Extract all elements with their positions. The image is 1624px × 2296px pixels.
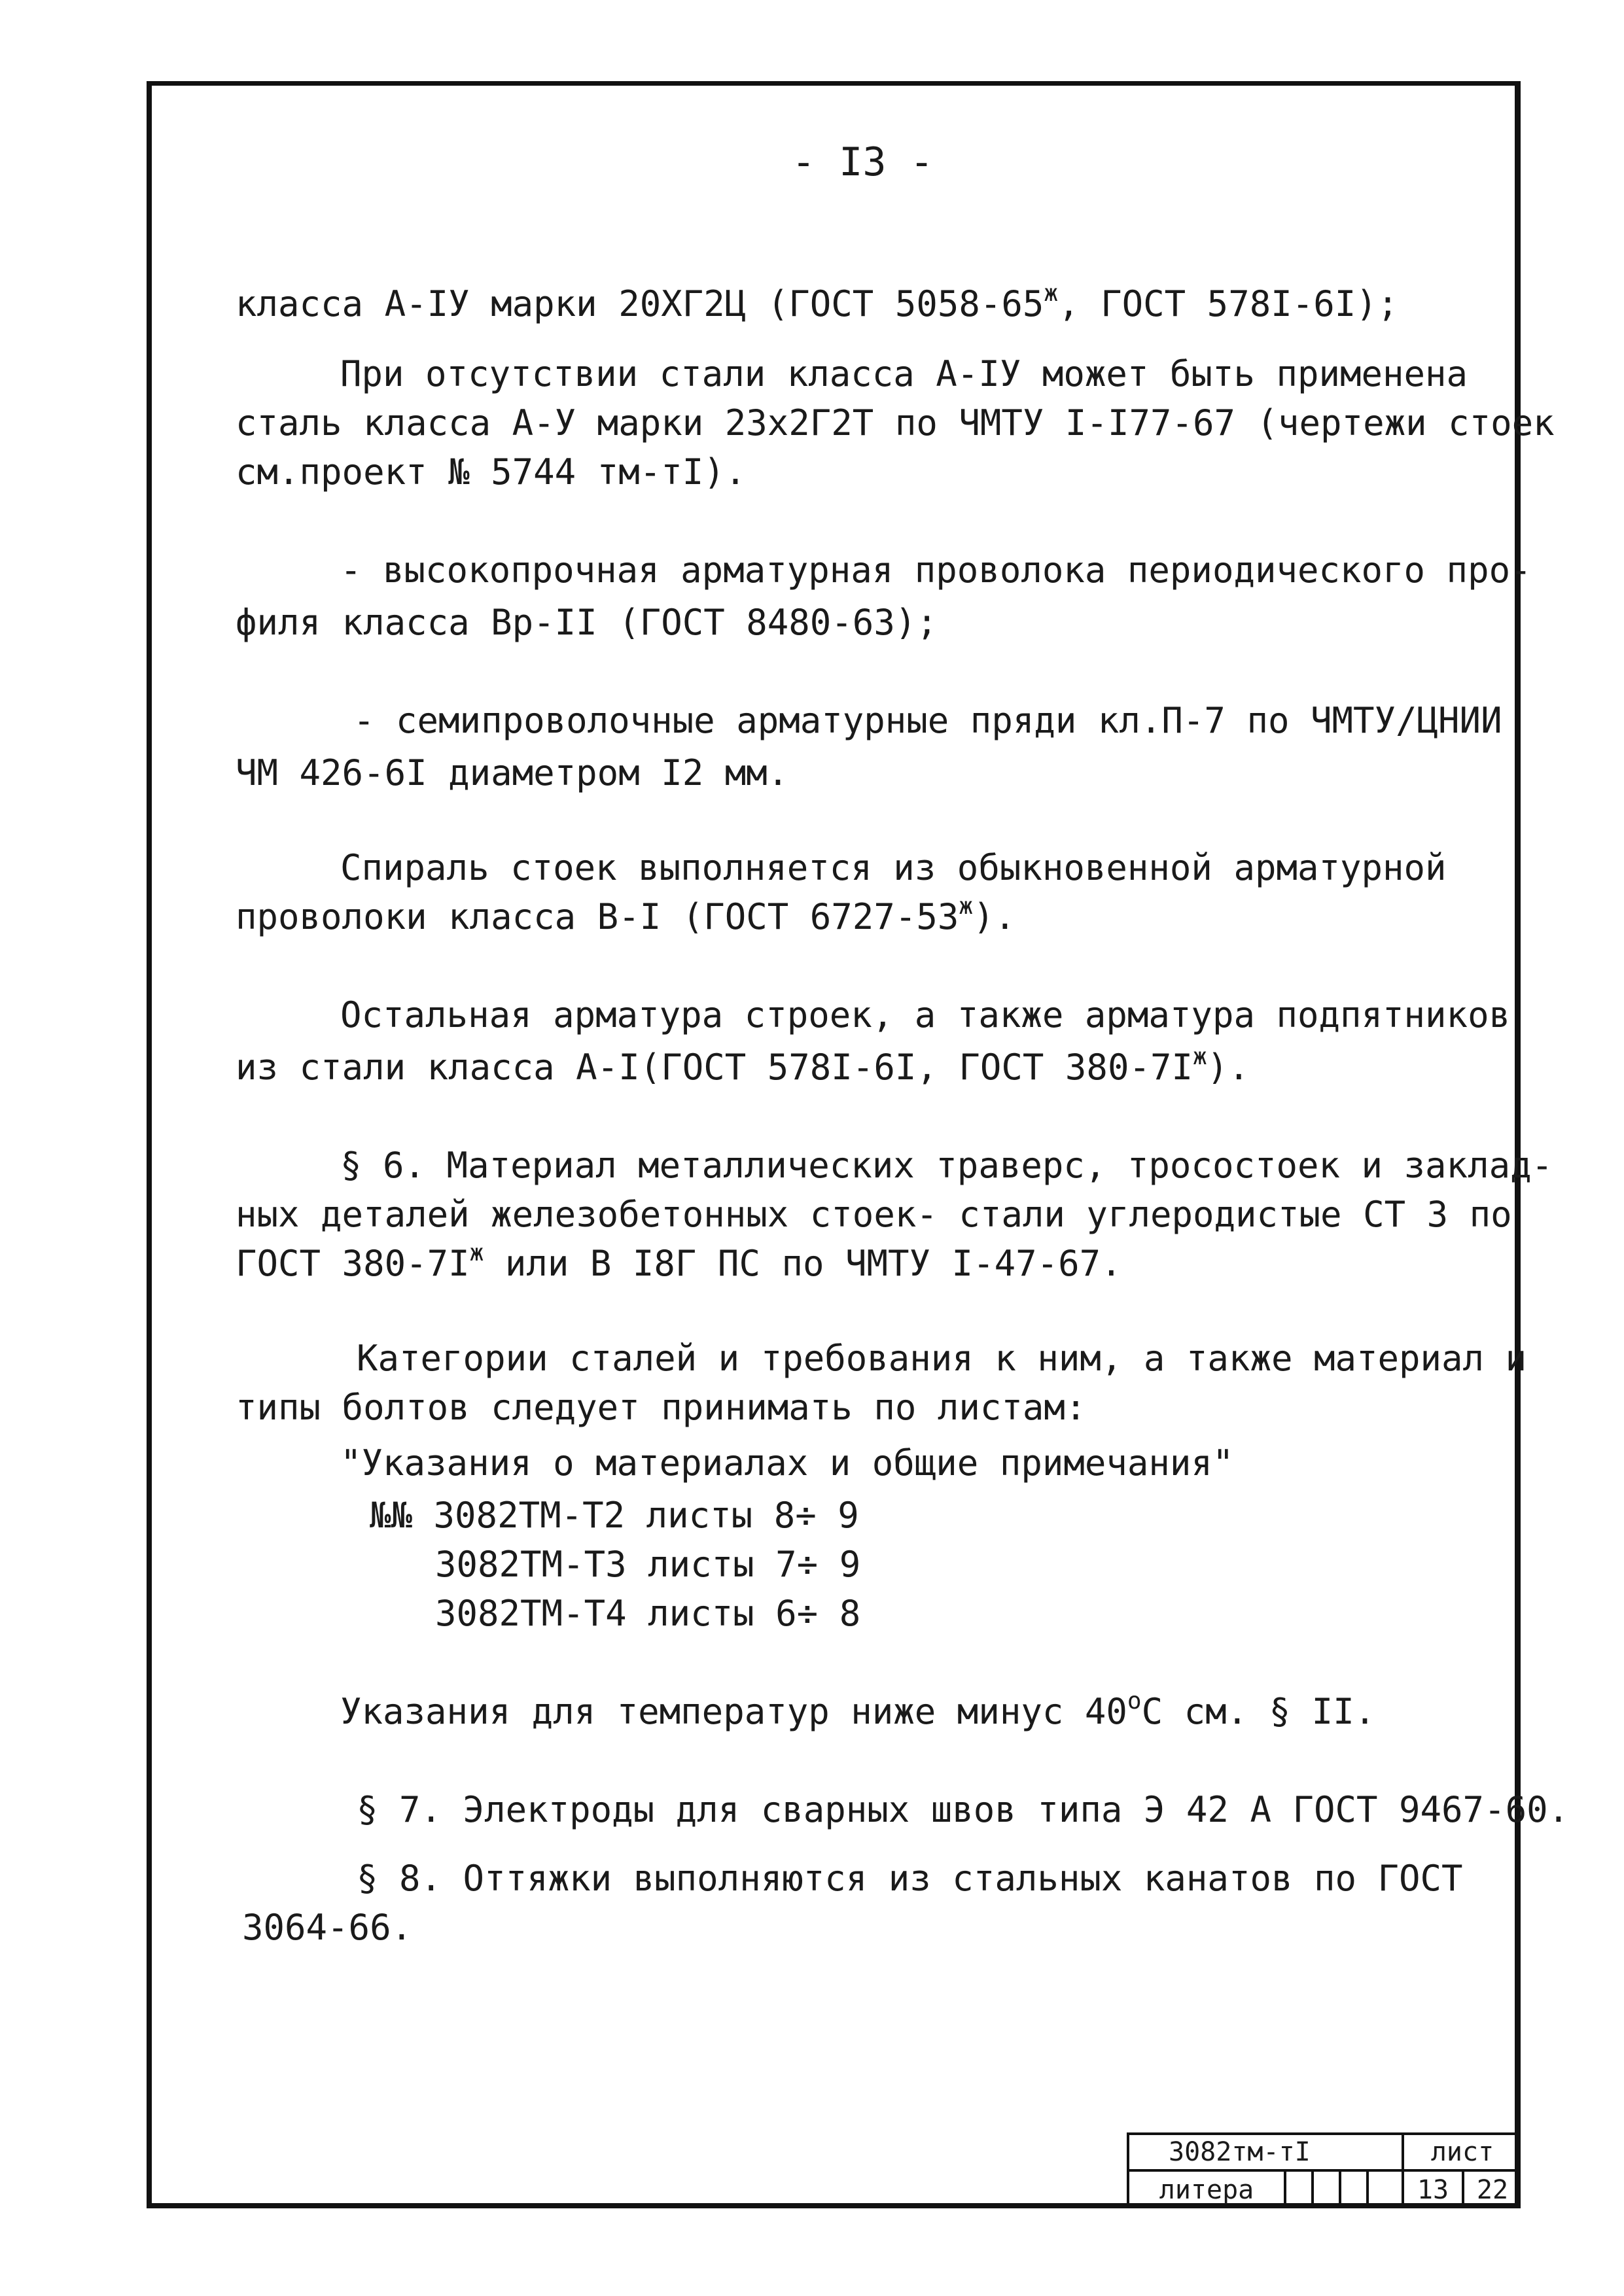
text-line: - семипроволочные арматурные пряди кл.П-7 по ЧМТУ/ЦНИИ <box>353 700 1502 741</box>
sheet-number: 13 <box>1404 2172 1464 2208</box>
litera-label: литера <box>1129 2172 1286 2208</box>
text-line: При отсутствии стали класса А-IУ может быть применена <box>340 353 1468 394</box>
text-line: из стали класса А-I(ГОСТ 578I-6I, ГОСТ $380-7I^ж$). <box>236 1043 1250 1088</box>
text-line: класса А-IУ марки 20ХГ2Ц (ГОСТ $5058-65^ж$, ГОСТ 578I-6I); <box>236 280 1399 324</box>
text-line: Категории сталей и требования к ним, а также материал и <box>357 1338 1527 1379</box>
text-line: ных деталей железобетонных стоек- стали углеродистые СТ 3 по <box>236 1194 1512 1235</box>
text-line: "Указания о материалах и общие примечания" <box>340 1442 1234 1484</box>
litera-cell <box>1341 2172 1369 2208</box>
sheets-total: 22 <box>1476 2175 1509 2205</box>
text-line: Остальная арматура строек, а также арматура подпятников <box>340 994 1511 1035</box>
text-line: - высокопрочная арматурная проволока периодического про- <box>340 549 1532 591</box>
text-line: 3082ТМ-Т4 листы 6÷ 8 <box>435 1593 861 1634</box>
text-line: ГОСТ $380-7I^ж$ или В I8Г ПС по ЧМТУ I-47-67. <box>236 1240 1122 1284</box>
text-line: типы болтов следует принимать по листам: <box>236 1387 1087 1428</box>
text-line: Указания для температур ниже минус $40^оС$ см. § II. <box>340 1688 1376 1732</box>
sheet-label: лист <box>1430 2137 1494 2167</box>
text-line: § 7. Электроды для сварных швов типа Э 42 А ГОСТ 9467-60. <box>357 1789 1570 1830</box>
text-line: проволоки класса В-I (ГОСТ $6727-53^ж$). <box>236 893 1016 937</box>
text-line: § 8. Оттяжки выполняются из стальных канатов по ГОСТ <box>357 1858 1463 1899</box>
title-block <box>1127 2132 1521 2208</box>
text-line: сталь класса А-У марки 23х2Г2Т по ЧМТУ I-I77-67 (чертежи стоек <box>236 402 1555 444</box>
text-line: 3082ТМ-Т3 листы 7÷ 9 <box>435 1544 861 1585</box>
text-line: Спираль стоек выполняется из обыкновенной арматурной <box>340 847 1447 888</box>
litera-cell <box>1314 2172 1341 2208</box>
text-line: филя класса Вр-II (ГОСТ 8480-63); <box>236 602 938 643</box>
litera-cell <box>1369 2172 1404 2208</box>
text-line: см.проект № 5744 тм-тI). <box>236 451 747 493</box>
text-line: №№ 3082ТМ-Т2 листы 8÷ 9 <box>370 1495 859 1536</box>
page-number: - I3 - <box>792 139 934 185</box>
litera-cell <box>1286 2172 1314 2208</box>
text-line: § 6. Материал металлических траверс, тросостоек и заклад- <box>340 1145 1553 1186</box>
doc-code: 3082тм-тI <box>1129 2135 1404 2169</box>
text-line: ЧМ 426-6I диаметром I2 мм. <box>236 752 789 793</box>
text-line: 3064-66. <box>242 1907 413 1948</box>
